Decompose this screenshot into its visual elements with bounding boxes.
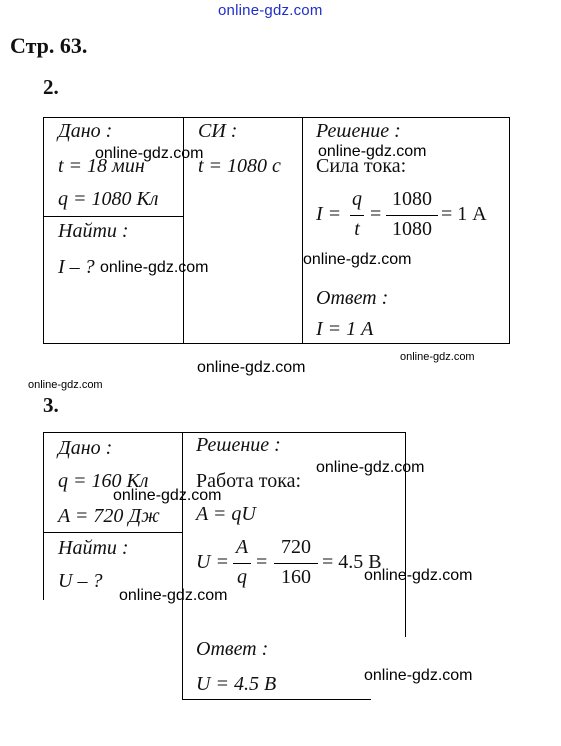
watermark: online-gdz.com	[28, 379, 103, 391]
watermark: online-gdz.com	[364, 667, 473, 684]
task3-solution-line: Работа тока:	[196, 470, 302, 492]
task2-si: t = 1080 c	[198, 155, 281, 177]
watermark: online-gdz.com	[95, 145, 204, 162]
task3-find: U – ?	[58, 570, 103, 592]
task3-given-head: Дано :	[58, 437, 113, 459]
watermark-top: online-gdz.com	[218, 2, 323, 19]
task2-number: 2.	[43, 75, 59, 99]
task3-solution-head: Решение :	[196, 434, 281, 456]
task2-given-1: t = 18 мин	[58, 155, 145, 177]
task2-solution-head: Решение :	[316, 120, 401, 142]
task3-number: 3.	[43, 393, 59, 417]
task2-solution-line: Сила тока:	[316, 155, 407, 177]
task3-formula-1: A = qU	[196, 503, 256, 525]
task2-given-2: q = 1080 Кл	[58, 188, 159, 210]
task3-answer-head: Ответ :	[196, 638, 269, 660]
task3-given-2: A = 720 Дж	[58, 505, 160, 527]
page-title: Стр. 63.	[10, 33, 88, 58]
watermark: online-gdz.com	[303, 251, 412, 268]
task3-find-head: Найти :	[58, 537, 129, 559]
watermark: online-gdz.com	[119, 587, 228, 604]
task3-answer: U = 4.5 В	[196, 673, 277, 695]
watermark: online-gdz.com	[318, 143, 427, 160]
watermark: online-gdz.com	[197, 359, 306, 376]
watermark: online-gdz.com	[316, 459, 425, 476]
task3-given-1: q = 160 Кл	[58, 470, 149, 492]
watermark: online-gdz.com	[100, 259, 209, 276]
watermark: online-gdz.com	[400, 351, 475, 363]
watermark: online-gdz.com	[364, 567, 473, 584]
watermark: online-gdz.com	[113, 487, 222, 504]
task2-find: I – ?	[58, 256, 95, 278]
task2-si-head: СИ :	[198, 120, 238, 142]
task2-given-head: Дано :	[58, 120, 113, 142]
task2-find-head: Найти :	[58, 220, 129, 242]
task2-answer-head: Ответ :	[316, 287, 389, 309]
task2-answer: I = 1 А	[316, 318, 374, 340]
